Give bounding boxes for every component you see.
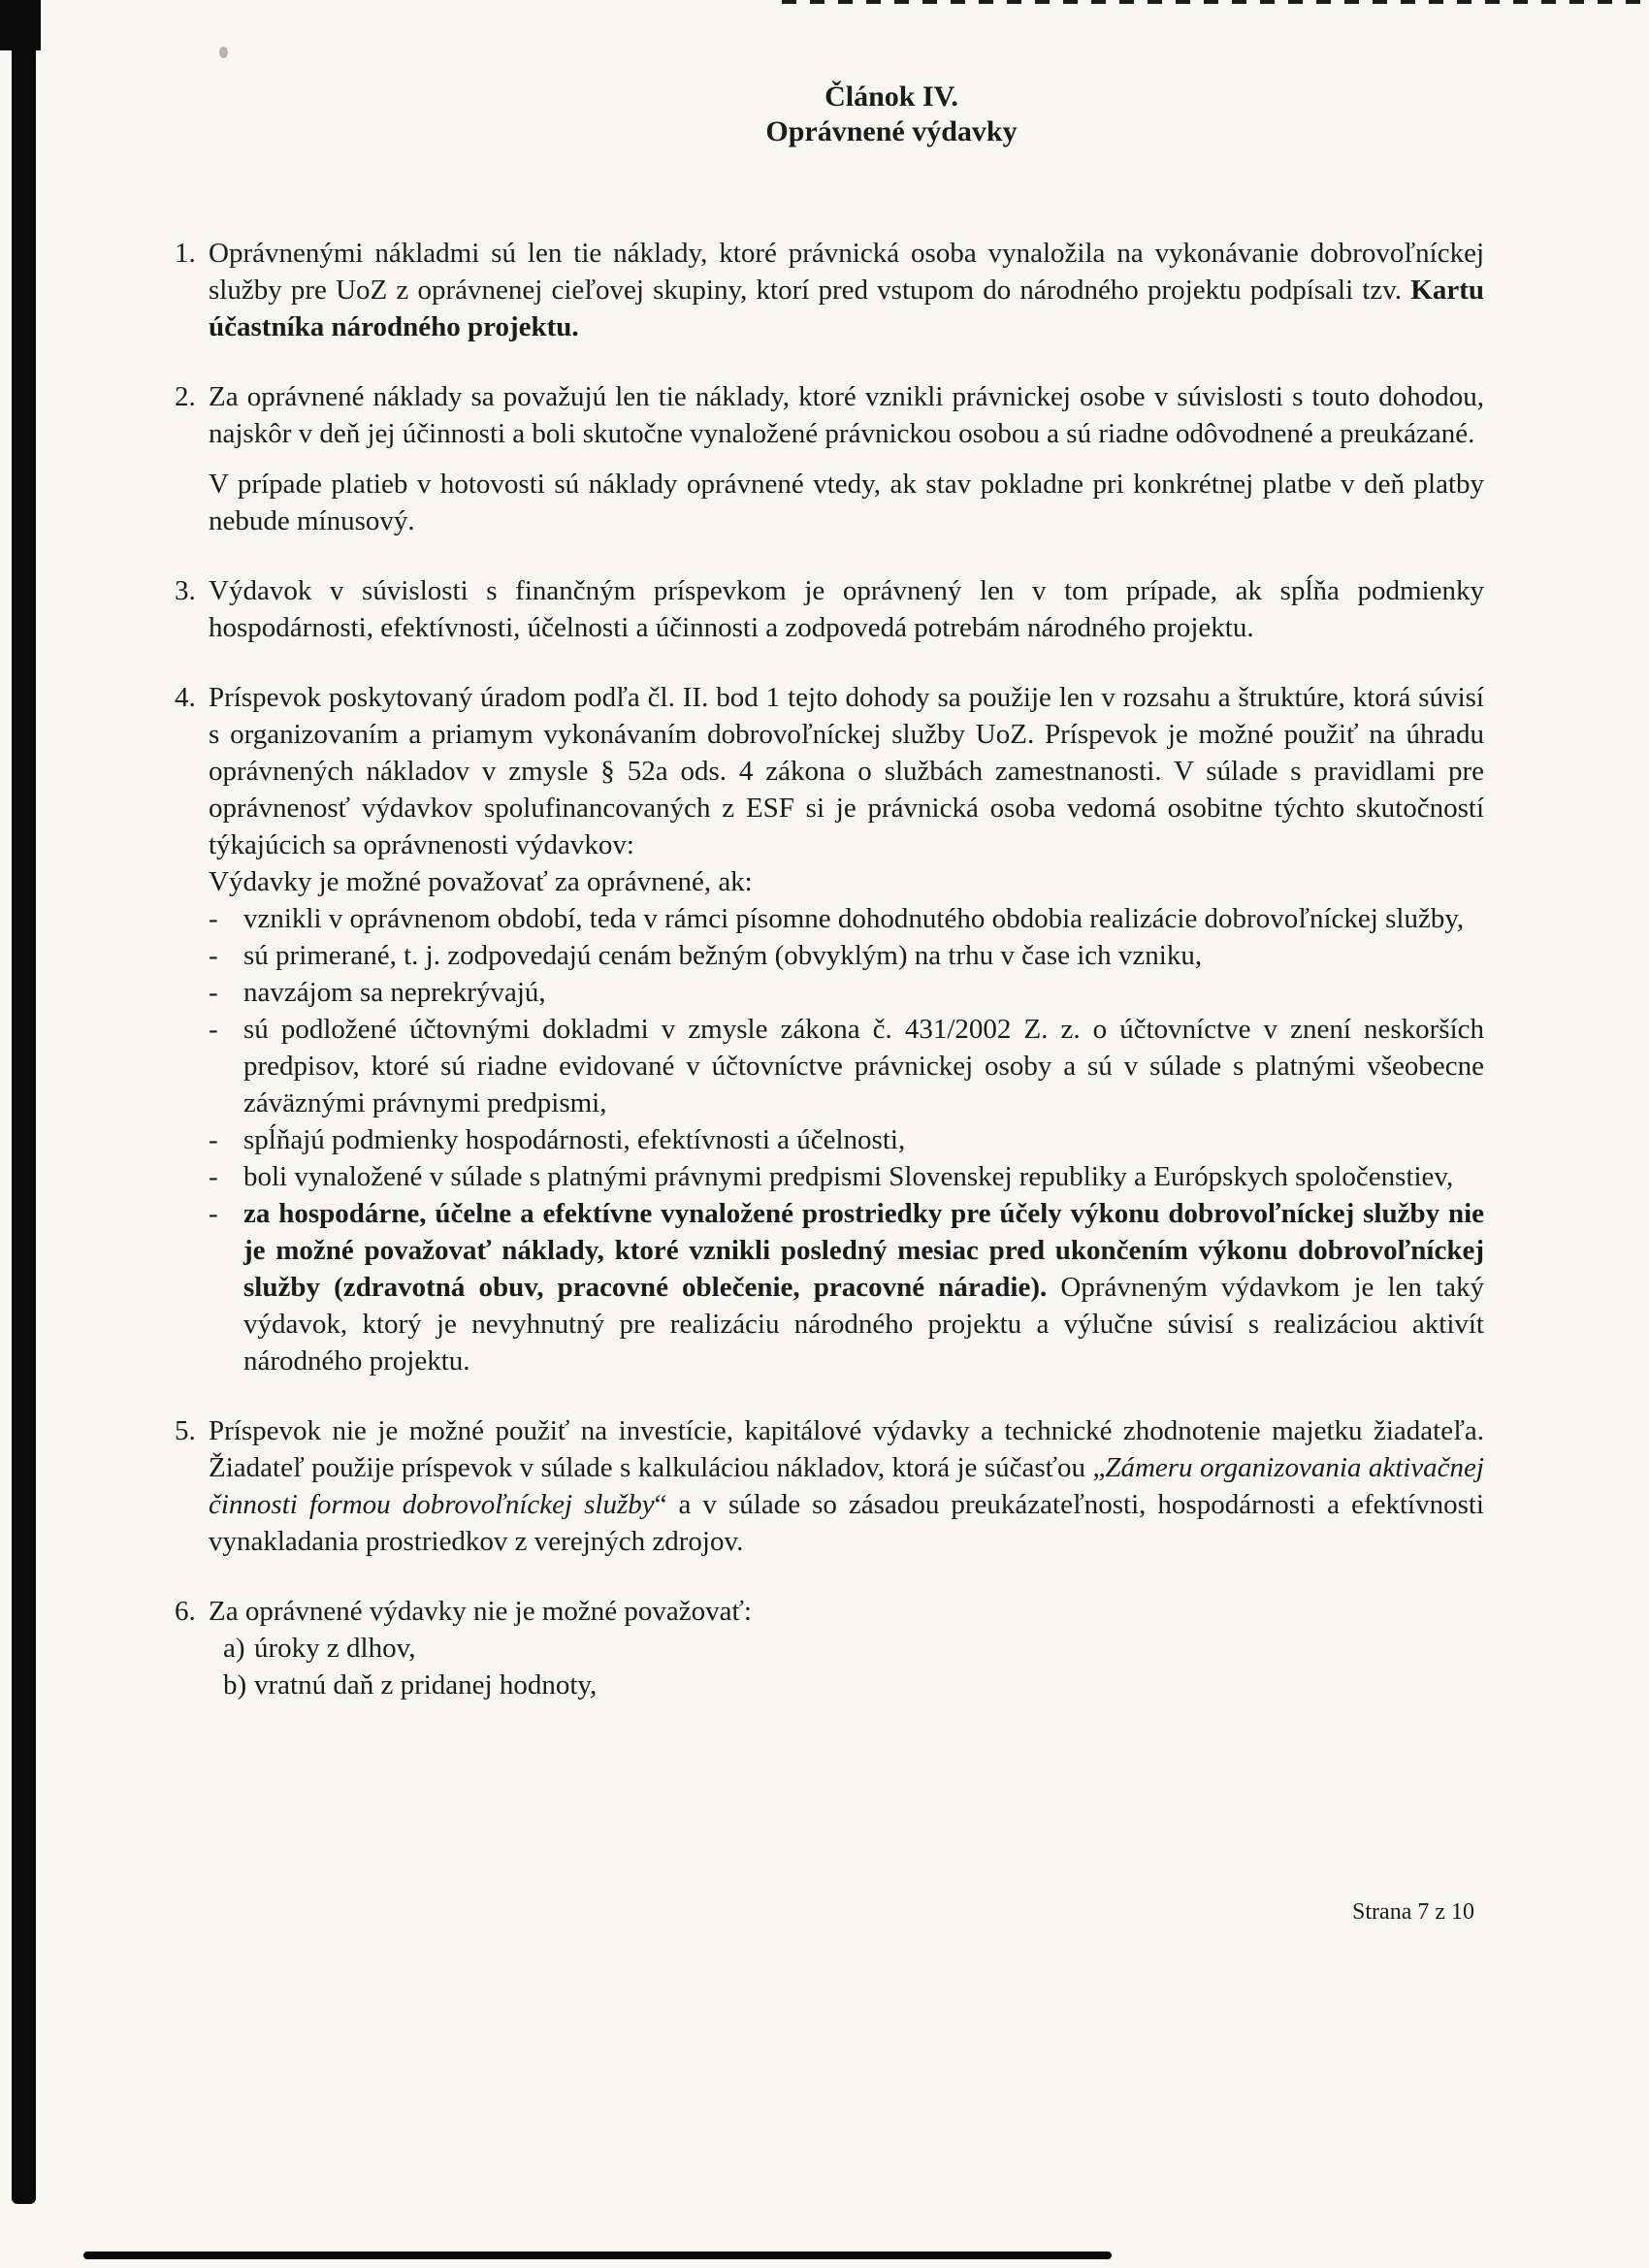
clause-5-text-a: Príspevok nie je možné použiť na investície, kapitálové výdavky a technické zhodnotenie majetku žiadateľa. Žiadateľ použije príspevok v súlade s kalkuláciou nákladov, ktorá je súčasťou „ [209, 1415, 1484, 1483]
subitem-a-text: úroky z dlhov, [254, 1633, 416, 1664]
clause-3 [175, 572, 1484, 646]
bullet-item-2 [209, 937, 1484, 974]
bullet-item-4 [209, 1011, 1484, 1121]
subitem-b-label: b) [223, 1669, 247, 1701]
bullet-text-4: sú podložené účtovnými dokladmi v zmysle zákona č. 431/2002 Z. z. o účtovníctve v znení neskorších predpisov, ktoré sú riadne evidované v účtovníctve právnickej osoby a sú v súlade s platnými všeobecne záväznými právnymi predpismi, [243, 1014, 1484, 1118]
bullet-text-7 [243, 1195, 1484, 1379]
subitem-b-text: vratnú daň z pridanej hodnoty, [254, 1669, 598, 1701]
clause-4 [175, 679, 1484, 1379]
scan-speck [219, 47, 228, 58]
bullet-text-1: vznikli v oprávnenom období, teda v rámci písomne dohodnutého obdobia realizácie dobrovoľníckej služby, [243, 903, 1465, 934]
article-content [175, 80, 1484, 1736]
bullet-item-5 [209, 1121, 1484, 1158]
clause-5-number: 5. [175, 1415, 196, 1446]
clause-2-subparagraph: V prípade platieb v hotovosti sú náklady oprávnené vtedy, ak stav pokladne pri konkrétnej platbe v deň platby nebude mínusový. [209, 469, 1484, 536]
article-title: Článok IV. [824, 81, 958, 113]
bullet-dash: - [209, 940, 218, 971]
bullet-dash: - [209, 1124, 218, 1155]
subitem-a-label: a) [223, 1633, 245, 1664]
clause-5-paragraph [209, 1412, 1484, 1560]
bullet-dash: - [209, 1014, 218, 1045]
clause-5-text-b: “ a v súlade so zásadou preukázateľnosti, hospodárnosti a efektívnosti vynakladania prostriedkov z verejných zdrojov. [209, 1489, 1484, 1557]
bullet-text-5: spĺňajú podmienky hospodárnosti, efektívnosti a účelnosti, [243, 1124, 906, 1155]
clause-4-number: 4. [175, 682, 196, 713]
clause-5-italic-quote: Zámeru organizovania aktivačnej činnosti formou dobrovoľníckej služby [209, 1452, 1484, 1520]
clause-1-body [209, 235, 1484, 345]
clause-6-subitem-b [209, 1667, 1484, 1703]
clause-5-body [209, 1412, 1484, 1560]
bullet-text-6: boli vynaložené v súlade s platnými právnymi predpismi Slovenskej republiky a Európskych spoločenstiev, [243, 1161, 1454, 1192]
clause-4-body [209, 679, 1484, 1379]
scan-bottom-line [83, 2252, 1112, 2259]
bullet-dash: - [209, 903, 218, 934]
bullet-text-7-normal: Oprávneným výdavkom je len taký výdavok, ktorý je nevyhnutný pre realizáciu národného projektu a výlučne súvisí s realizáciou aktivít národného projektu. [243, 1272, 1484, 1377]
article-heading [237, 80, 1546, 149]
scan-top-dashed-line [782, 0, 1649, 4]
bullet-item-7 [209, 1195, 1484, 1379]
clause-6-number: 6. [175, 1596, 196, 1627]
clause-1-bold-text: Kartu účastníka národného projektu. [209, 275, 1484, 342]
clause-6-body [209, 1593, 1484, 1703]
clause-3-paragraph: Výdavok v súvislosti s finančným príspevkom je oprávnený len v tom prípade, ak spĺňa podmienky hospodárnosti, efektívnosti, účelnosti a účinnosti a zodpovedá potrebám národného projektu. [209, 575, 1484, 643]
clause-4-intro: Výdavky je možné považovať za oprávnené, ak: [209, 866, 753, 897]
clause-2-paragraph: Za oprávnené náklady sa považujú len tie náklady, ktoré vznikli právnickej osobe v súvislosti s touto dohodou, najskôr v deň jej účinnosti a boli skutočne vynaložené právnickou osobou a sú riadne odôvodnené a preukázané. [209, 381, 1484, 449]
clause-5 [175, 1412, 1484, 1560]
bullet-text-7-bold: za hospodárne, účelne a efektívne vynaložené prostriedky pre účely výkonu dobrovoľníckej služby nie je možné považovať náklady, ktoré vznikli posledný mesiac pred ukončením výkonu dobrovoľníckej služby (zdravotná obuv, pracovné oblečenie, pracovné náradie). [243, 1198, 1484, 1303]
scan-top-left-corner [0, 0, 41, 50]
bullet-dash: - [209, 1161, 218, 1192]
page-number: Strana 7 z 10 [1352, 1899, 1474, 1925]
bullet-dash: - [209, 1198, 218, 1229]
clause-2 [175, 378, 1484, 539]
clause-2-body [209, 378, 1484, 539]
clause-1 [175, 235, 1484, 345]
clause-1-text: Oprávnenými nákladmi sú len tie náklady, ktoré právnická osoba vynaložila na vykonávanie dobrovoľníckej služby pre UoZ z oprávnenej cieľovej skupiny, ktorí pred vstupom do národného projektu podpísali tzv. [209, 238, 1484, 306]
clause-1-number: 1. [175, 238, 196, 269]
clause-2-number: 2. [175, 381, 196, 412]
clause-4-bullet-list [209, 900, 1484, 1379]
clause-4-paragraph: Príspevok poskytovaný úradom podľa čl. II. bod 1 tejto dohody sa použije len v rozsahu a štruktúre, ktorá súvisí s organizovaním a priamym vykonávaním dobrovoľníckej služby UoZ. Príspevok je možné použiť na úhradu oprávnených nákladov v zmysle § 52a ods. 4 zákona o službách zamestnanosti. V súlade s pravidlami pre oprávnenosť výdavkov spolufinancovaných z ESF si je právnická osoba vedomá osobitne týchto skutočností týkajúcich sa oprávnenosti výdavkov: [209, 682, 1484, 860]
bullet-item-3 [209, 974, 1484, 1011]
bullet-dash: - [209, 977, 218, 1008]
bullet-text-3: navzájom sa neprekrývajú, [243, 977, 546, 1008]
article-subtitle: Oprávnené výdavky [765, 115, 1018, 147]
clause-1-paragraph [209, 235, 1484, 345]
clause-6 [175, 1593, 1484, 1703]
clause-3-number: 3. [175, 575, 196, 606]
bullet-item-6 [209, 1158, 1484, 1195]
clause-3-body [209, 572, 1484, 646]
clause-6-lead: Za oprávnené výdavky nie je možné považovať: [209, 1596, 752, 1627]
bullet-text-2: sú primerané, t. j. zodpovedajú cenám bežným (obvyklým) na trhu v čase ich vzniku, [243, 940, 1203, 971]
bullet-item-1 [209, 900, 1484, 937]
scan-left-edge-bar [12, 0, 36, 2204]
clause-6-subitem-a [209, 1630, 1484, 1667]
